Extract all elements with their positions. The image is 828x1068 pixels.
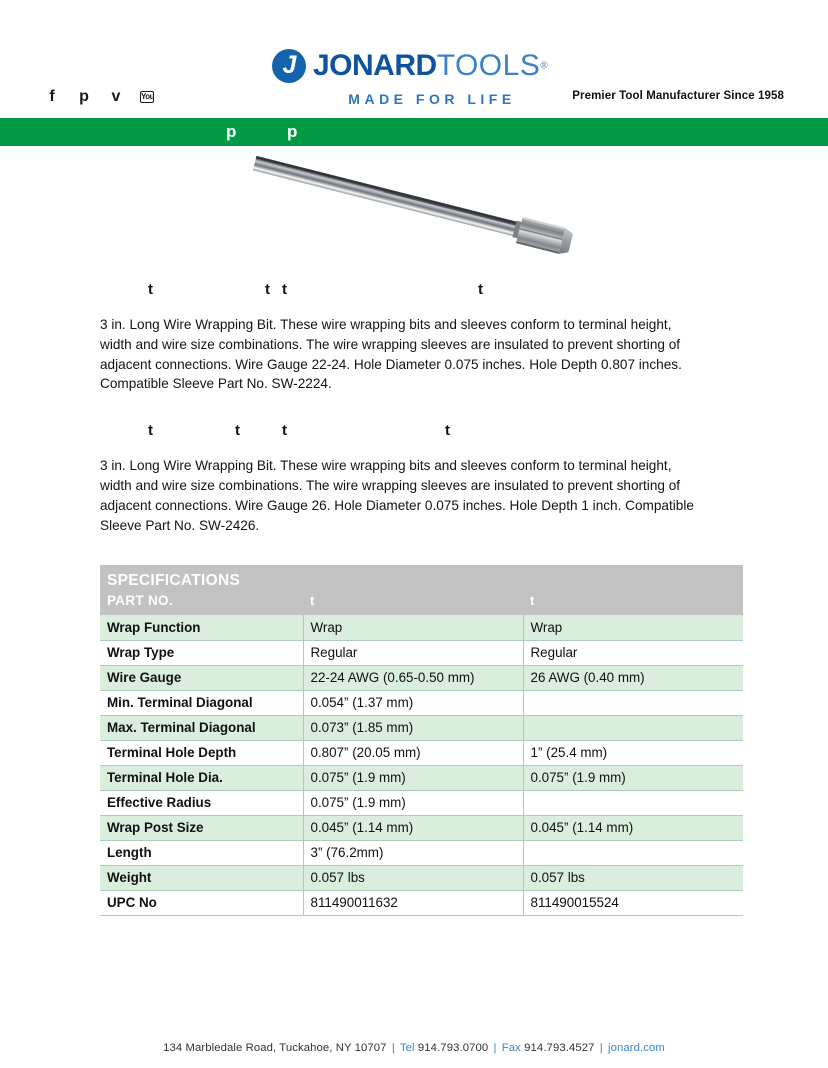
table-row: [100, 890, 743, 915]
spec-value-2: [523, 840, 743, 865]
spec-value-2: 0.075” (1.9 mm): [523, 765, 743, 790]
spec-value-2: 811490015524: [523, 890, 743, 915]
logo-tagline: MADE FOR LIFE: [348, 91, 516, 107]
specifications-title-row: [100, 565, 743, 591]
product-2-heading-fragment-1: t: [148, 422, 153, 440]
social-links: [44, 88, 154, 106]
logo-word-jonard: JONARD: [313, 49, 437, 82]
page-content: [0, 281, 828, 916]
spec-value-1: 0.075” (1.9 mm): [303, 790, 523, 815]
spec-value-1: Regular: [303, 640, 523, 665]
specifications-section: [100, 565, 743, 916]
table-row: [100, 865, 743, 890]
table-row: [100, 715, 743, 740]
spec-label: Terminal Hole Depth: [100, 740, 303, 765]
footer-separator-2: |: [493, 1042, 497, 1054]
specifications-table: [100, 565, 743, 916]
spec-value-1: 0.075” (1.9 mm): [303, 765, 523, 790]
product-image-area: [0, 146, 828, 281]
spec-value-2: Wrap: [523, 615, 743, 640]
table-row: [100, 840, 743, 865]
product-1-description: 3 in. Long Wire Wrapping Bit. These wire wrapping bits and sleeves conform to terminal height, width and wire size combinations. The wire wrapping sleeves are insulated to prevent shorting of adjacent connections. Wire Gauge 22-24. Hole Diameter 0.075 inches. Hole Depth 0.807 inches. Compatible Sleeve Part No. SW-2224.: [100, 317, 682, 392]
product-1-heading-fragment-2: t: [265, 281, 270, 298]
registered-trademark-icon: ®: [540, 60, 548, 72]
spec-label: Length: [100, 840, 303, 865]
spec-label: Min. Terminal Diagonal: [100, 690, 303, 715]
footer-tel-label: Tel: [399, 1042, 415, 1054]
product-2-heading-fragment-3: t: [282, 422, 287, 440]
green-title-bar: [0, 118, 828, 146]
spec-value-2: 26 AWG (0.40 mm): [523, 665, 743, 690]
spec-value-2: [523, 790, 743, 815]
part-no-column-1: t: [303, 591, 523, 615]
product-1-heading-fragment-3: t: [282, 281, 287, 298]
spec-value-1: 22-24 AWG (0.65-0.50 mm): [303, 665, 523, 690]
page-header: [0, 0, 828, 118]
spec-label: Wrap Function: [100, 615, 303, 640]
spec-value-2: Regular: [523, 640, 743, 665]
spec-value-1: 0.073” (1.85 mm): [303, 715, 523, 740]
spec-value-1: 0.807” (20.05 mm): [303, 740, 523, 765]
footer-fax-value: 914.793.4527: [524, 1042, 595, 1054]
spec-label: Max. Terminal Diagonal: [100, 715, 303, 740]
specifications-table-body: [100, 615, 743, 915]
spec-label: Wire Gauge: [100, 665, 303, 690]
product-1-heading-fragment-4: t: [478, 281, 483, 298]
page-footer: [0, 1042, 828, 1054]
table-row: [100, 765, 743, 790]
table-row: [100, 665, 743, 690]
spec-value-2: 1” (25.4 mm): [523, 740, 743, 765]
footer-separator-1: |: [391, 1042, 395, 1054]
footer-separator-3: |: [599, 1042, 603, 1054]
facebook-icon[interactable]: f: [49, 88, 55, 105]
spec-value-1: 0.045” (1.14 mm): [303, 815, 523, 840]
green-bar-fragment-1: p: [226, 122, 237, 141]
footer-address: 134 Marbledale Road, Tuckahoe, NY 10707: [163, 1042, 387, 1054]
green-bar-fragment-2: p: [287, 122, 298, 141]
spec-label: Wrap Type: [100, 640, 303, 665]
product-2-description: 3 in. Long Wire Wrapping Bit. These wire wrapping bits and sleeves conform to terminal height, width and wire size combinations. The wire wrapping sleeves are insulated to prevent shorting of adjacent connections. Wire Gauge 26. Hole Diameter 0.075 inches. Hole Depth 1 inch. Compatible Sleeve Part No. SW-2426.: [100, 458, 694, 533]
table-row: [100, 690, 743, 715]
spec-label: Terminal Hole Dia.: [100, 765, 303, 790]
wire-wrapping-bit-photo: [236, 148, 586, 273]
table-row: [100, 740, 743, 765]
table-row: [100, 790, 743, 815]
youtube-icon[interactable]: You: [141, 92, 155, 101]
part-no-label: PART NO.: [100, 591, 303, 615]
part-no-row: [100, 591, 743, 615]
logo-wordmark-row: [272, 48, 562, 84]
spec-value-2: 0.057 lbs: [523, 865, 743, 890]
premier-manufacturer-tagline: Premier Tool Manufacturer Since 1958: [572, 90, 784, 102]
specifications-title: SPECIFICATIONS: [100, 565, 743, 591]
table-row: [100, 615, 743, 640]
product-1-heading: [100, 281, 828, 303]
logo-word-tools: TOOLS: [436, 49, 541, 82]
spec-label: UPC No: [100, 890, 303, 915]
spec-label: Wrap Post Size: [100, 815, 303, 840]
table-row: [100, 815, 743, 840]
spec-value-2: [523, 715, 743, 740]
twitter-icon[interactable]: ᴠ: [111, 88, 121, 105]
spec-value-1: Wrap: [303, 615, 523, 640]
specifications-table-head: [100, 565, 743, 615]
logo-text: [313, 51, 548, 81]
spec-label: Weight: [100, 865, 303, 890]
table-row: [100, 640, 743, 665]
footer-tel-value: 914.793.0700: [417, 1042, 489, 1054]
product-1-heading-fragment-1: t: [148, 281, 153, 298]
jonard-j-circle-icon: [272, 49, 306, 83]
spec-value-1: 811490011632: [303, 890, 523, 915]
footer-fax-label: Fax: [501, 1042, 521, 1054]
spec-value-1: 0.057 lbs: [303, 865, 523, 890]
pinterest-icon[interactable]: р: [79, 88, 89, 105]
product-2-heading-fragment-2: t: [235, 422, 240, 440]
spec-value-1: 0.054” (1.37 mm): [303, 690, 523, 715]
spec-label: Effective Radius: [100, 790, 303, 815]
spec-value-2: 0.045” (1.14 mm): [523, 815, 743, 840]
spec-value-1: 3” (76.2mm): [303, 840, 523, 865]
jonard-tools-logo[interactable]: [272, 48, 562, 107]
product-2-heading-fragment-4: t: [445, 422, 450, 440]
spec-value-2: [523, 690, 743, 715]
product-2-heading: [100, 422, 828, 444]
part-no-column-2: t: [523, 591, 743, 615]
footer-website-link[interactable]: jonard.com: [608, 1042, 665, 1054]
